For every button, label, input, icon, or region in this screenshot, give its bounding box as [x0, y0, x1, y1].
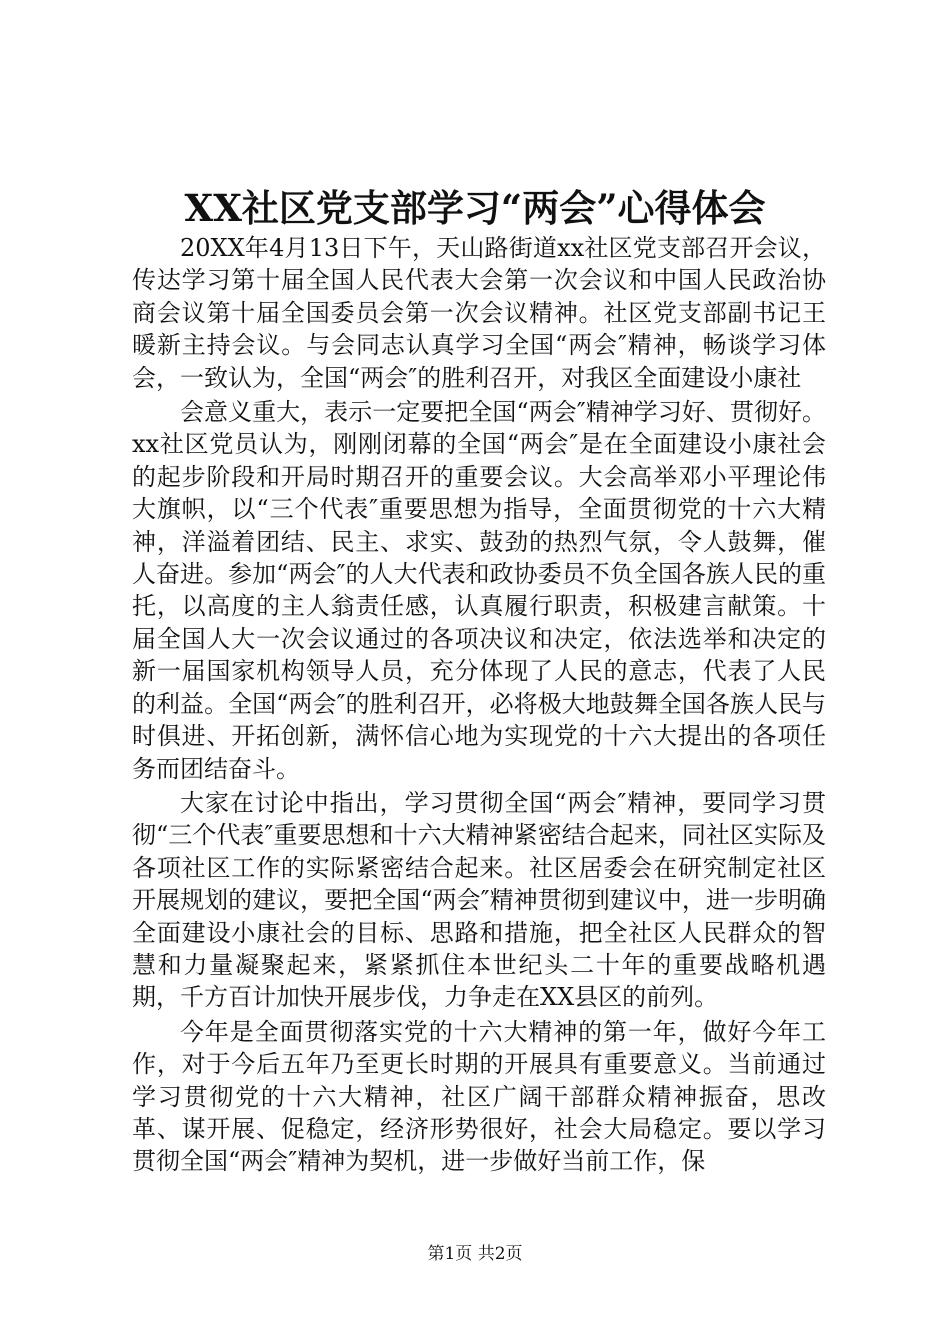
paragraph-3: 大家在讨论中指出，学习贯彻全国“两会″精神，要同学习贯彻“三个代表″重要思想和十六大精神紧密结合起来，同社区实际及各项社区工作的实际紧密结合起来。社区居委会在研究制定社区开展规划的建议，要把全国“两会″精神贯彻到建议中，进一步明确全面建设小康社会的目标、思路和措施，把全社区人民群众的智慧和力量凝聚起来，紧紧抓住本世纪头二十年的重要战略机遇期，千方百计加快开展步伐，力争走在XX县区的前列。 — [132, 788, 826, 1012]
page-number-footer: 第1页 共2页 — [427, 1244, 523, 1264]
document-body — [132, 232, 826, 1180]
paragraph-4: 今年是全面贯彻落实党的十六大精神的第一年，做好今年工作，对于今后五年乃至更长时期的开展具有重要意义。当前通过学习贯彻党的十六大精神，社区广阔干部群众精神振奋，思改革、谋开展、促稳定，经济形势很好，社会大局稳定。要以学习贯彻全国“两会″精神为契机，进一步做好当前工作，保 — [132, 1017, 826, 1176]
paragraph-2: 会意义重大，表示一定要把全国“两会″精神学习好、贯彻好。xx社区党员认为，刚刚闭幕的全国“两会″是在全面建设小康社会的起步阶段和开局时期召开的重要会议。大会高举邓小平理论伟大旗帜，以“三个代表″重要思想为指导，全面贯彻党的十六大精神，洋溢着团结、民主、求实、鼓劲的热烈气氛，令人鼓舞，催人奋进。参加“两会″的人大代表和政协委员不负全国各族人民的重托，以高度的主人翁责任感，认真履行职责，积极建言献策。十届全国人大一次会议通过的各项决议和决定，依法选举和决定的新一届国家机构领导人员，充分体现了人民的意志，代表了人民的利益。全国“两会″的胜利召开，必将极大地鼓舞全国各族人民与时俱进、开拓创新，满怀信心地为实现党的十六大提出的各项任务而团结奋斗。 — [132, 398, 826, 783]
paragraph-1: 20XX年4月13日下午，天山路街道xx社区党支部召开会议，传达学习第十届全国人民代表大会第一次会议和中国人民政治协商会议第十届全国委员会第一次会议精神。社区党支部副书记王暖新主持会议。与会同志认真学习全国“两会″精神，畅谈学习体会，一致认为，全国“两会″的胜利召开，对我区全面建设小康社 — [132, 234, 826, 392]
document-title: XX社区党支部学习“两会”心得体会 — [184, 186, 766, 230]
